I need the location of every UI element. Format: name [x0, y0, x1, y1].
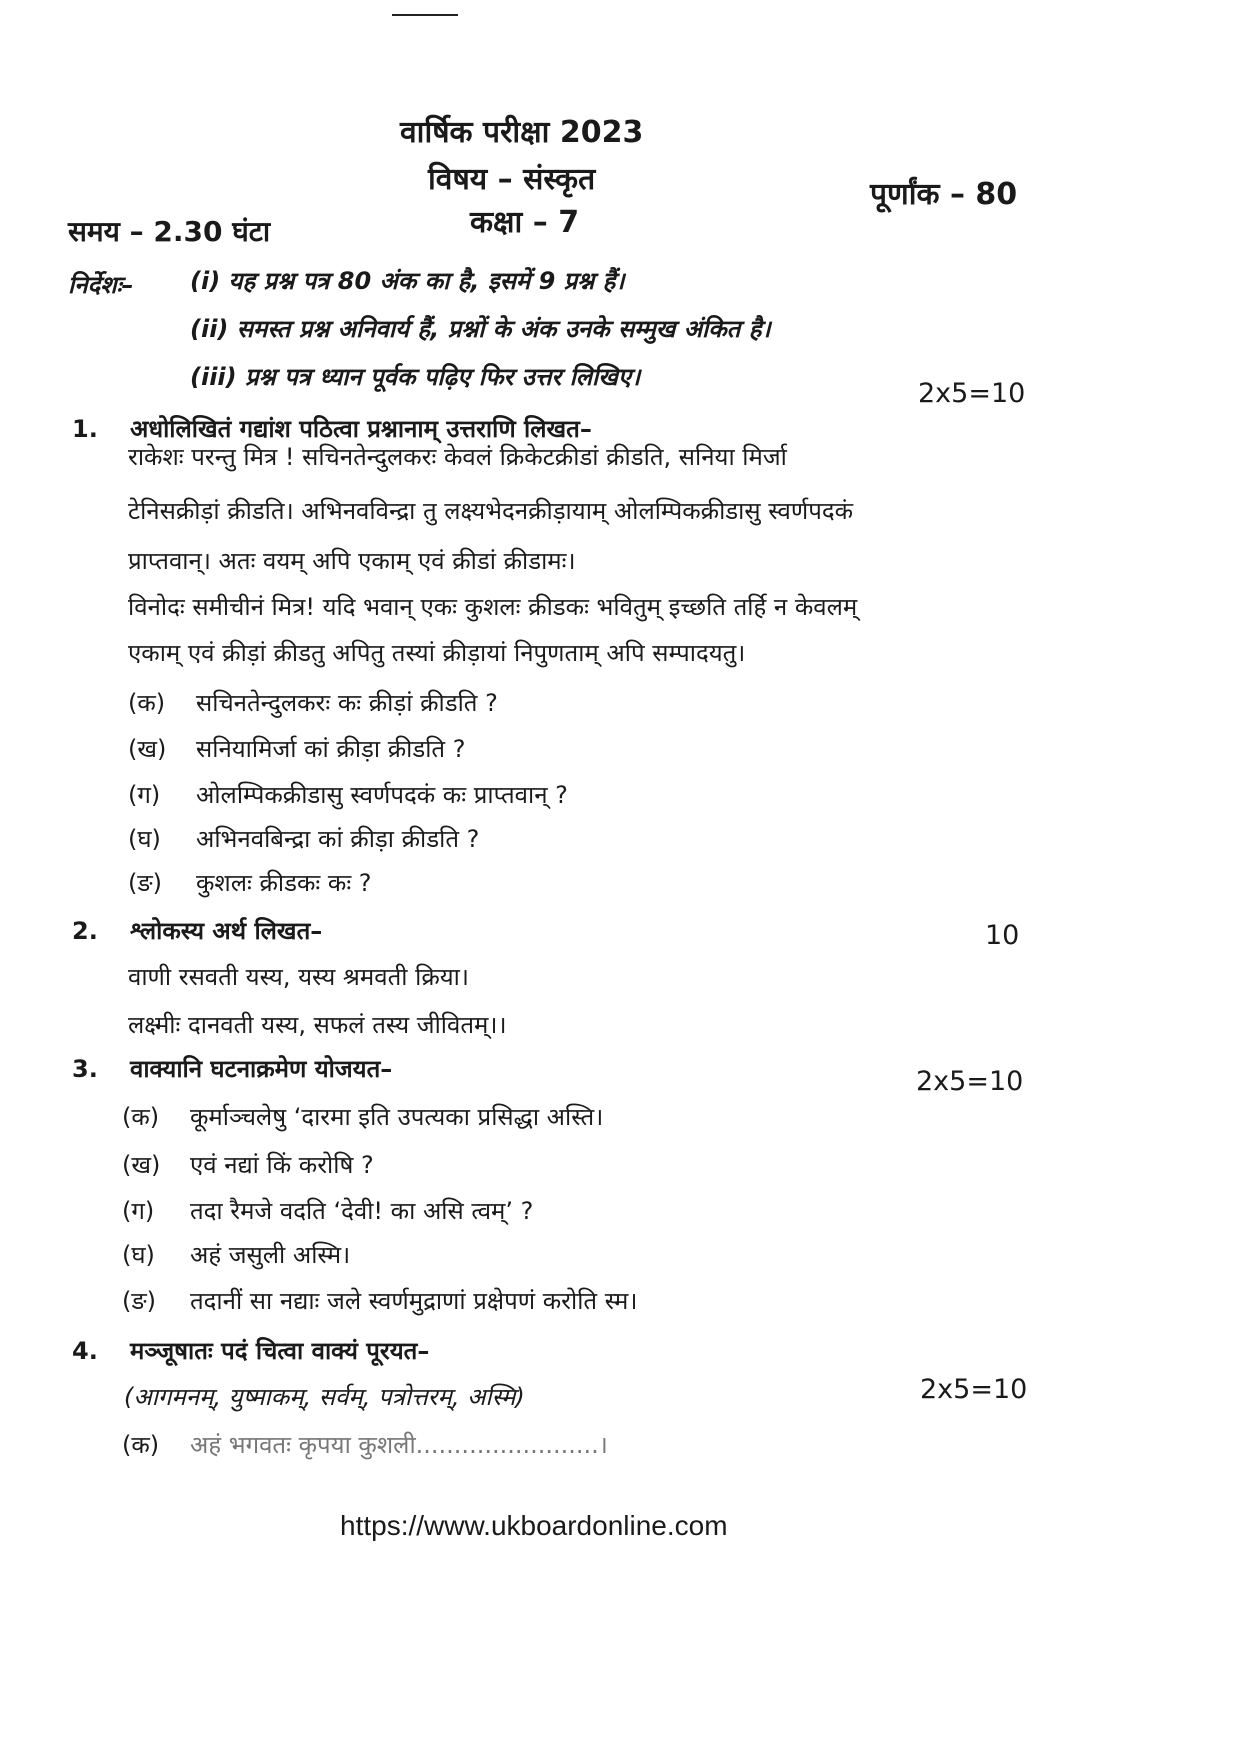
full-marks: पूर्णांक – 80	[870, 177, 1018, 212]
sub-text: अहं भगवतः कृपया कुशली........................।	[190, 1431, 608, 1459]
sub-text: अहं जसुली अस्मि।	[190, 1241, 351, 1269]
question-4	[72, 1334, 429, 1367]
time-line: समय – 2.30 घंटा	[68, 215, 271, 248]
sub-label: (ख)	[122, 1151, 161, 1179]
class-line: कक्षा – 7	[470, 205, 580, 240]
sub-label: (ग)	[128, 781, 161, 809]
sub-question	[128, 822, 479, 855]
sub-question	[128, 732, 465, 765]
sub-label: (ङ)	[128, 869, 163, 897]
question-number: 3.	[72, 1055, 98, 1083]
instruction-item: (ii) समस्त प्रश्न अनिवार्य हैं, प्रश्नों के अंक उनके सम्मुख अंकित है।	[190, 315, 771, 343]
sub-text: एवं नद्यां किं करोषि ?	[190, 1151, 374, 1179]
sub-label: (ग)	[122, 1197, 155, 1225]
passage-line: विनोदः समीचीनं मित्र! यदि भवान् एकः कुशलः क्रीडकः भवितुम् इच्छति तर्हि न केवलम्	[128, 593, 858, 621]
pen-mark	[392, 14, 458, 16]
sub-question	[122, 1148, 374, 1181]
sub-text: कुशलः क्रीडकः कः ?	[196, 869, 372, 897]
passage-line: प्राप्तवान्। अतः वयम् अपि एकाम् एवं क्रीडां क्रीडामः।	[128, 547, 576, 575]
passage-line: एकाम् एवं क्रीड़ां क्रीडतु अपितु तस्यां क्रीड़ायां निपुणताम् अपि सम्पादयतु।	[128, 639, 746, 667]
passage-line: टेनिसक्रीड़ां क्रीडति। अभिनवविन्द्रा तु लक्ष्यभेदनक्रीड़ायाम् ओलम्पिकक्रीडासु स्वर्णपदकं	[128, 497, 854, 525]
question-3	[72, 1052, 392, 1085]
question-marks: 2x5=10	[916, 1066, 1024, 1097]
sub-question	[122, 1100, 603, 1133]
sub-question	[128, 778, 568, 811]
question-number: 1.	[72, 415, 98, 443]
question-text: श्लोकस्य अर्थ लिखत–	[130, 917, 323, 945]
sub-question	[122, 1428, 608, 1461]
sub-question	[128, 866, 372, 899]
word-box: (आगमनम्, युष्माकम्, सर्वम्, पत्रोत्तरम्, अस्मि)	[124, 1383, 525, 1411]
verse-line: वाणी रसवती यस्य, यस्य श्रमवती क्रिया।	[128, 963, 469, 991]
question-number: 4.	[72, 1337, 98, 1365]
instruction-item: (i) यह प्रश्न पत्र 80 अंक का है, इसमें 9 प्रश्न हैं।	[190, 267, 625, 295]
instructions-label: निर्देशः–	[68, 271, 134, 299]
sub-question	[128, 686, 498, 719]
sub-label: (ख)	[128, 735, 167, 763]
verse-line: लक्ष्मीः दानवती यस्य, सफलं तस्य जीवितम्।।	[128, 1011, 507, 1039]
question-marks: 2x5=10	[918, 378, 1026, 409]
sub-text: सनियामिर्जा कां क्रीड़ा क्रीडति ?	[196, 735, 466, 763]
question-marks: 10	[985, 920, 1020, 951]
sub-question	[122, 1238, 350, 1271]
sub-text: तदानीं सा नद्याः जले स्वर्णमुद्राणां प्रक्षेपणं करोति स्म।	[190, 1287, 638, 1315]
footer-url: https://www.ukboardonline.com	[340, 1510, 728, 1541]
sub-text: अभिनवबिन्द्रा कां क्रीड़ा क्रीडति ?	[196, 825, 480, 853]
sub-question	[122, 1194, 533, 1227]
sub-label: (घ)	[122, 1241, 155, 1269]
sub-label: (क)	[128, 689, 166, 717]
sub-label: (ङ)	[122, 1287, 157, 1315]
question-2	[72, 914, 322, 947]
sub-label: (क)	[122, 1431, 160, 1459]
subject-line: विषय – संस्कृत	[428, 162, 596, 197]
sub-label: (घ)	[128, 825, 161, 853]
question-marks: 2x5=10	[920, 1374, 1028, 1405]
passage-line: राकेशः परन्तु मित्र ! सचिनतेन्दुलकरः केवलं क्रिकेटक्रीडां क्रीडति, सनिया मिर्जा	[128, 443, 787, 471]
question-text: मञ्जूषातः पदं चित्वा वाक्यं पूरयत–	[130, 1337, 430, 1365]
exam-title: वार्षिक परीक्षा 2023	[400, 115, 644, 150]
sub-text: तदा रैमजे वदति ‘देवी! का असि त्वम्’ ?	[190, 1197, 534, 1225]
sub-text: सचिनतेन्दुलकरः कः क्रीड़ां क्रीडति ?	[196, 689, 498, 717]
sub-text: ओलम्पिकक्रीडासु स्वर्णपदकं कः प्राप्तवान् ?	[196, 781, 568, 809]
instruction-item: (iii) प्रश्न पत्र ध्यान पूर्वक पढ़िए फिर उत्तर लिखिए।	[190, 363, 641, 391]
sub-question	[122, 1284, 638, 1317]
sub-label: (क)	[122, 1103, 160, 1131]
question-number: 2.	[72, 917, 98, 945]
question-text: वाक्यानि घटनाक्रमेण योजयत–	[130, 1055, 393, 1083]
question-text: अधोलिखितं गद्यांश पठित्वा प्रश्नानाम् उत्तराणि लिखत–	[130, 415, 592, 443]
sub-text: कूर्माञ्चलेषु ‘दारमा इति उपत्यका प्रसिद्धा अस्ति।	[190, 1103, 604, 1131]
